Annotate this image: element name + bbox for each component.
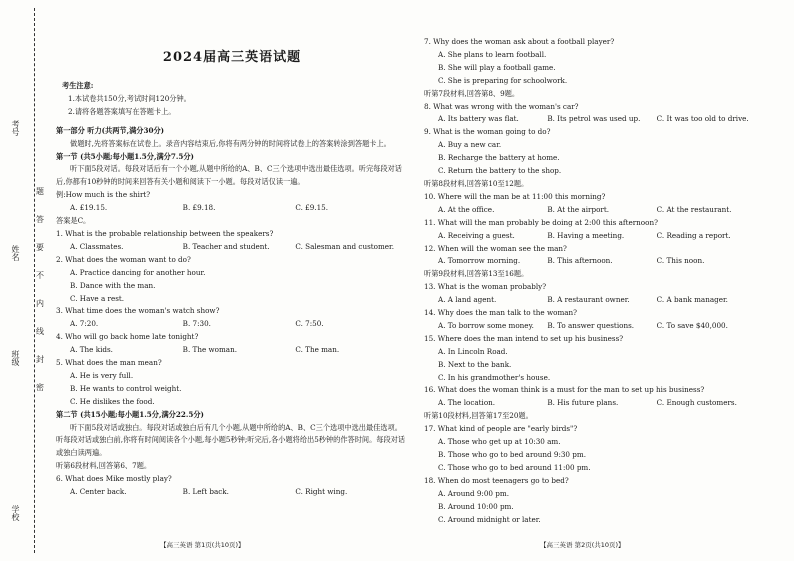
material-note: 听第10段材料,回答第17至20题。 [424, 411, 533, 421]
option: C. £9.15. [295, 203, 329, 213]
options-row [424, 113, 766, 126]
question: 14. Why does the man talk to the woman? [424, 308, 578, 318]
material-note: 听第7段材料,回答第8、9题。 [424, 88, 520, 98]
question: 5. What does the man mean? [56, 358, 162, 368]
option: C. He dislikes the food. [70, 396, 155, 406]
option: C. A bank manager. [656, 295, 728, 305]
question: 16. What does the woman think is a must for the man to set up his business? [424, 385, 705, 395]
name-label: 姓名 [11, 245, 20, 261]
options-row [424, 294, 766, 307]
question: 3. What time does the woman's watch show? [56, 306, 220, 316]
instruction-text: 听下面5段对话。每段对话后有一个小题,从题中所给的A、B、C三个选项中选出最佳选项。听完每段对话后,你都有10秒钟的时间来回答有关小题和阅读下一小题。每段对话仅读一遍。 [56, 164, 402, 187]
option: B. £9.18. [182, 203, 216, 213]
option: B. Those who go to bed around 9:30 pm. [438, 450, 586, 459]
example-answer: 答案是C。 [56, 216, 91, 226]
material-note: 听第6段材料,回答第6、7题。 [56, 461, 152, 471]
seal-char: 线 [36, 327, 44, 336]
option: A. 7:20. [70, 319, 99, 329]
options-row [424, 397, 766, 410]
exam-title: 2024届高三英语试题 [162, 50, 302, 65]
section-heading: 第二节 (共15小题;每小题1.5分,满分22.5分) [56, 409, 204, 419]
option: B. Its petrol was used up. [547, 114, 641, 124]
question: 6. What does Mike mostly play? [56, 474, 172, 484]
page-footer: 【高三英语 第1页(共10页)】 [160, 541, 245, 549]
example-question: 例:How much is the shirt? [56, 190, 151, 200]
question: 7. Why does the woman ask about a football player? [424, 37, 615, 46]
right-column [424, 0, 766, 526]
option: A. At the office. [438, 204, 495, 214]
options-row [424, 320, 766, 333]
instruction-text: 听下面5段对话或独白。每段对话或独白后有几个小题,从题中所给的A、B、C三个选项中选出最佳选项。听每段对话或独白前,你将有时间阅读各个小题,每小题5秒钟;听完后,各小题将给出5秒钟的作答时间。每段对话或独白读两遍。 [56, 422, 406, 458]
option: A. He is very full. [70, 370, 134, 380]
option: B. This afternoon. [547, 256, 613, 266]
option: B. The woman. [182, 345, 237, 355]
options-row [424, 255, 766, 268]
option: A. Its battery was flat. [438, 114, 519, 124]
question: 9. What is the woman going to do? [424, 127, 551, 137]
options-row [424, 204, 766, 217]
notice-item: 2.请将各题答案填写在答题卡上。 [68, 106, 176, 116]
option: B. Around 10:00 pm. [438, 501, 514, 511]
option: A. Classmates. [70, 241, 124, 251]
option: B. Left back. [182, 487, 229, 497]
option: B. To answer questions. [547, 320, 635, 330]
option: C. Salesman and customer. [295, 241, 394, 251]
binding-margin [0, 0, 48, 561]
option: C. Around midnight or later. [438, 514, 541, 524]
seal-char: 要 [36, 243, 44, 252]
option: C. It was too old to drive. [656, 114, 749, 124]
left-column [56, 0, 408, 499]
option: A. Those who get up at 10:30 am. [438, 437, 561, 447]
option: A. Center back. [70, 487, 127, 497]
options-row [56, 318, 408, 331]
option: A. To borrow some money. [438, 320, 534, 330]
option: A. Tomorrow morning. [438, 256, 521, 266]
option: C. Have a rest. [70, 293, 125, 303]
seal-char: 封 [36, 355, 44, 364]
seal-char: 内 [36, 299, 44, 308]
notice-heading: 考生注意: [62, 81, 94, 90]
option: C. 7:50. [295, 319, 324, 329]
option: C. To save $40,000. [656, 320, 728, 330]
option: C. The man. [295, 345, 340, 355]
option: B. Dance with the man. [70, 280, 156, 290]
seal-char: 密 [36, 383, 44, 392]
option: C. In his grandmother's house. [438, 372, 551, 382]
option: B. Teacher and student. [182, 241, 270, 251]
seal-line [34, 8, 35, 553]
option: A. £19.15. [70, 203, 108, 213]
option: B. She will play a football game. [438, 62, 556, 72]
question: 13. What is the woman probably? [424, 282, 547, 292]
seal-char: 不 [36, 271, 44, 280]
instruction-text: 做题时,先将答案标在试卷上。录音内容结束后,你将有两分钟的时间将试卷上的答案转涂到答题卡上。 [70, 138, 391, 148]
question: 1. What is the probable relationship between the speakers? [56, 228, 274, 238]
options-row [56, 202, 408, 215]
part-heading: 第一部分 听力(共两节,满分30分) [56, 125, 165, 135]
option: C. Enough customers. [656, 398, 737, 408]
option: A. Receiving a guest. [438, 230, 515, 240]
option: C. Those who go to bed around 11:00 pm. [438, 462, 591, 472]
question: 17. What kind of people are "early birds"? [424, 424, 578, 434]
question: 4. Who will go back home late tonight? [56, 332, 199, 342]
option: B. His future plans. [547, 398, 619, 408]
school-label: 学校 [11, 505, 20, 521]
option: C. At the restaurant. [656, 204, 732, 214]
question: 10. Where will the man be at 11:00 this morning? [424, 191, 606, 201]
seal-char: 答 [36, 215, 44, 224]
option: A. Around 9:00 pm. [438, 488, 509, 498]
options-row [424, 230, 766, 243]
option: C. She is preparing for schoolwork. [438, 75, 568, 85]
option: A. Buy a new car. [438, 140, 502, 150]
options-row [56, 241, 408, 254]
page-footer: 【高三英语 第2页(共10页)】 [540, 541, 625, 549]
option: B. Having a meeting. [547, 230, 625, 240]
option: C. Reading a report. [656, 230, 731, 240]
material-note: 听第9段材料,回答第13至16题。 [424, 269, 529, 279]
option: A. In Lincoln Road. [438, 346, 508, 356]
option: A. Practice dancing for another hour. [70, 267, 206, 277]
options-row [56, 344, 408, 357]
material-note: 听第8段材料,回答第10至12题。 [424, 178, 529, 188]
option: A. A land agent. [438, 295, 497, 305]
option: B. He wants to control weight. [70, 383, 182, 393]
option: A. The location. [438, 398, 496, 408]
question: 11. What will the man probably be doing at 2:00 this afternoon? [424, 217, 658, 227]
section-heading: 第一节 (共5小题;每小题1.5分,满分7.5分) [56, 151, 194, 161]
question: 12. When will the woman see the man? [424, 243, 567, 253]
question: 15. Where does the man intend to set up his business? [424, 333, 624, 343]
option: B. At the airport. [547, 204, 610, 214]
option: B. 7:30. [182, 319, 211, 329]
notice-box [56, 80, 408, 119]
seal-char: 题 [36, 187, 44, 196]
option: B. Recharge the battery at home. [438, 153, 560, 163]
option: B. Next to the bank. [438, 359, 512, 369]
question: 8. What was wrong with the woman's car? [424, 101, 579, 111]
option: A. She plans to learn football. [438, 49, 547, 59]
option: C. Right wing. [295, 487, 348, 497]
class-label: 班级 [11, 350, 20, 366]
option: B. A restaurant owner. [547, 295, 630, 305]
exam-number-label: 考号 [11, 120, 20, 136]
question: 2. What does the woman want to do? [56, 254, 191, 264]
option: A. The kids. [70, 345, 113, 355]
notice-item: 1.本试卷共150分,考试时间120分钟。 [68, 93, 191, 103]
question: 18. When do most teenagers go to bed? [424, 475, 569, 485]
option: C. Return the battery to the shop. [438, 166, 562, 176]
option: C. This noon. [656, 256, 705, 266]
options-row [56, 486, 408, 499]
